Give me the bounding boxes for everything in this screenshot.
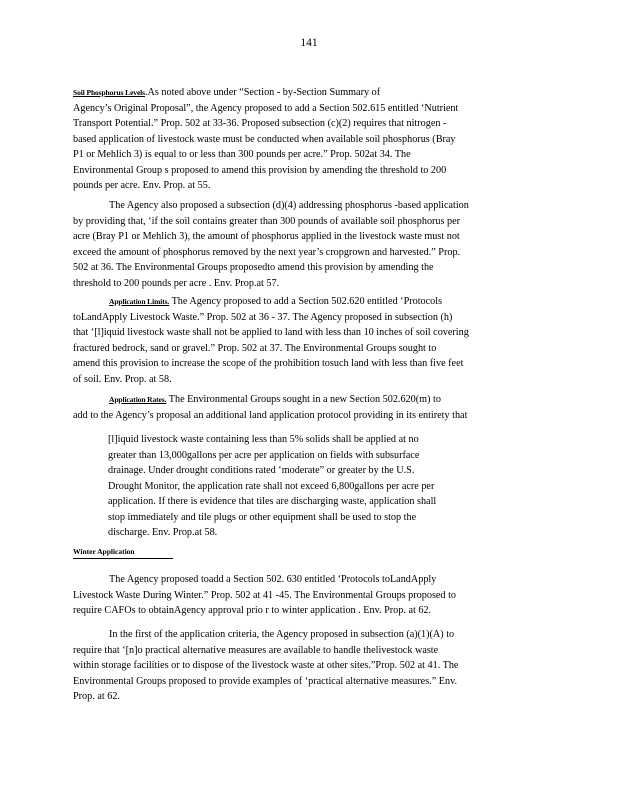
paragraph-winter-protocols: [73, 572, 539, 619]
quote-line: greater than 13,000gallons per acre per application on fields with subsurface: [108, 449, 420, 461]
paragraph-application-rates: [73, 392, 539, 423]
paragraph-line: of soil. Env. Prop. at 58.: [73, 373, 172, 385]
quote-line: Drought Monitor, the application rate shall not exceed 6,800gallons per acre per: [108, 480, 435, 492]
quote-line: application. If there is evidence that tiles are discharging waste, application shall: [108, 496, 437, 507]
paragraph-line: The Agency also proposed a subsection (d)(4) addressing phosphorus -based application: [109, 200, 469, 211]
paragraph-line: pounds per acre. Env. Prop. at 55.: [73, 180, 211, 191]
paragraph-line: Transport Potential.” Prop. 502 at 33-36. Proposed subsection (c)(2) requires that nitrogen -: [73, 118, 447, 129]
block-quote: [108, 432, 503, 541]
quote-line: stop immediately and tile plugs or other equipment shall be used to stop the: [108, 511, 417, 523]
paragraph-line: require CAFOs to obtainAgency approval prio r to winter application . Env. Prop. at 62.: [73, 605, 432, 616]
paragraph-line: amend this provision to increase the scope of the prohibition tosuch land with less than five feet: [73, 358, 464, 369]
paragraph-line: The Agency proposed toadd a Section 502. 630 entitled ‘Protocols toLandApply: [109, 574, 437, 585]
paragraph-line: exceed the amount of phosphorus removed by the next year’s cropgrown and harvested.” Prop.: [73, 246, 461, 258]
paragraph-line: based application of livestock waste must be conducted when available soil phosphorus (Bray: [73, 133, 456, 145]
section-heading-application-limits: Application Limits.: [109, 297, 170, 306]
section-heading-soil-phosphorus: Soil Phosphorus Levels: [73, 88, 145, 97]
paragraph-subsection-d4: [73, 198, 539, 291]
paragraph-line: Agency’s Original Proposal”, the Agency proposed to add a Section 502.615 entitled ‘Nutrient: [73, 102, 459, 114]
quote-line: drainage. Under drought conditions rated ‘moderate” or greater by the U.S.: [108, 465, 415, 476]
paragraph-line: that ‘[l]iquid livestock waste shall not be applied to land with less than 10 inches of soil covering: [73, 327, 469, 338]
paragraph-line: P1 or Mehlich 3) is equal to or less than 300 pounds per acre.” Prop. 502at 34. The: [73, 149, 411, 160]
paragraph-line: toLandApply Livestock Waste.” Prop. 502 at 36 - 37. The Agency proposed in subsection (h): [73, 311, 453, 323]
page-number: 141: [300, 37, 318, 49]
paragraph-line: Environmental Groups proposed to provide examples of ‘practical alternative measures.” Env.: [73, 675, 458, 687]
paragraph-line: within storage facilities or to dispose of the livestock waste at other sites.”Prop. 502 at 41. The: [73, 660, 459, 671]
paragraph-application-limits: [73, 294, 539, 387]
paragraph-line: by providing that, ‘if the soil contains greater than 300 pounds of available soil phosphorus per: [73, 215, 461, 227]
paragraph-application-criteria: [73, 627, 539, 705]
paragraph-soil-phosphorus: [73, 85, 539, 194]
quote-line: discharge. Env. Prop.at 58.: [108, 527, 218, 538]
paragraph-line: acre (Bray P1 or Mehlich 3), the amount of phosphorus applied in the livestock waste must not: [73, 231, 460, 242]
paragraph-line: Soil Phosphorus Levels.As noted above under “Section - by-Section Summary of: [73, 87, 381, 98]
paragraph-line: add to the Agency’s proposal an additional land application protocol providing in its entirety that: [73, 409, 468, 421]
paragraph-line: In the first of the application criteria, the Agency proposed in subsection (a)(1)(A) to: [109, 629, 455, 640]
section-heading-winter-application: Winter Application: [73, 546, 173, 559]
paragraph-line: Environmental Group s proposed to amend this provision by amending the threshold to 200: [73, 164, 447, 176]
paragraph-line: fractured bedrock, sand or gravel.” Prop. 502 at 37. The Environmental Groups sought to: [73, 342, 437, 354]
paragraph-line: Livestock Waste During Winter.” Prop. 502 at 41 -45. The Environmental Groups proposed to: [73, 589, 456, 601]
paragraph-line: Application Rates. The Environmental Groups sought in a new Section 502.620(m) to: [109, 394, 441, 405]
paragraph-line: Prop. at 62.: [73, 691, 120, 702]
paragraph-line: 502 at 36. The Environmental Groups proposedto amend this provision by amending the: [73, 262, 434, 273]
quote-line: [l]iquid livestock waste containing less than 5% solids shall be applied at no: [108, 434, 419, 445]
section-heading-application-rates: Application Rates.: [109, 395, 167, 404]
paragraph-line: Application Limits. The Agency proposed to add a Section 502.620 entitled ‘Protocols: [109, 296, 443, 307]
paragraph-line: require that ‘[n]o practical alternative measures are available to handle thelivestock waste: [73, 644, 439, 656]
paragraph-line: threshold to 200 pounds per acre . Env. Prop.at 57.: [73, 277, 280, 289]
